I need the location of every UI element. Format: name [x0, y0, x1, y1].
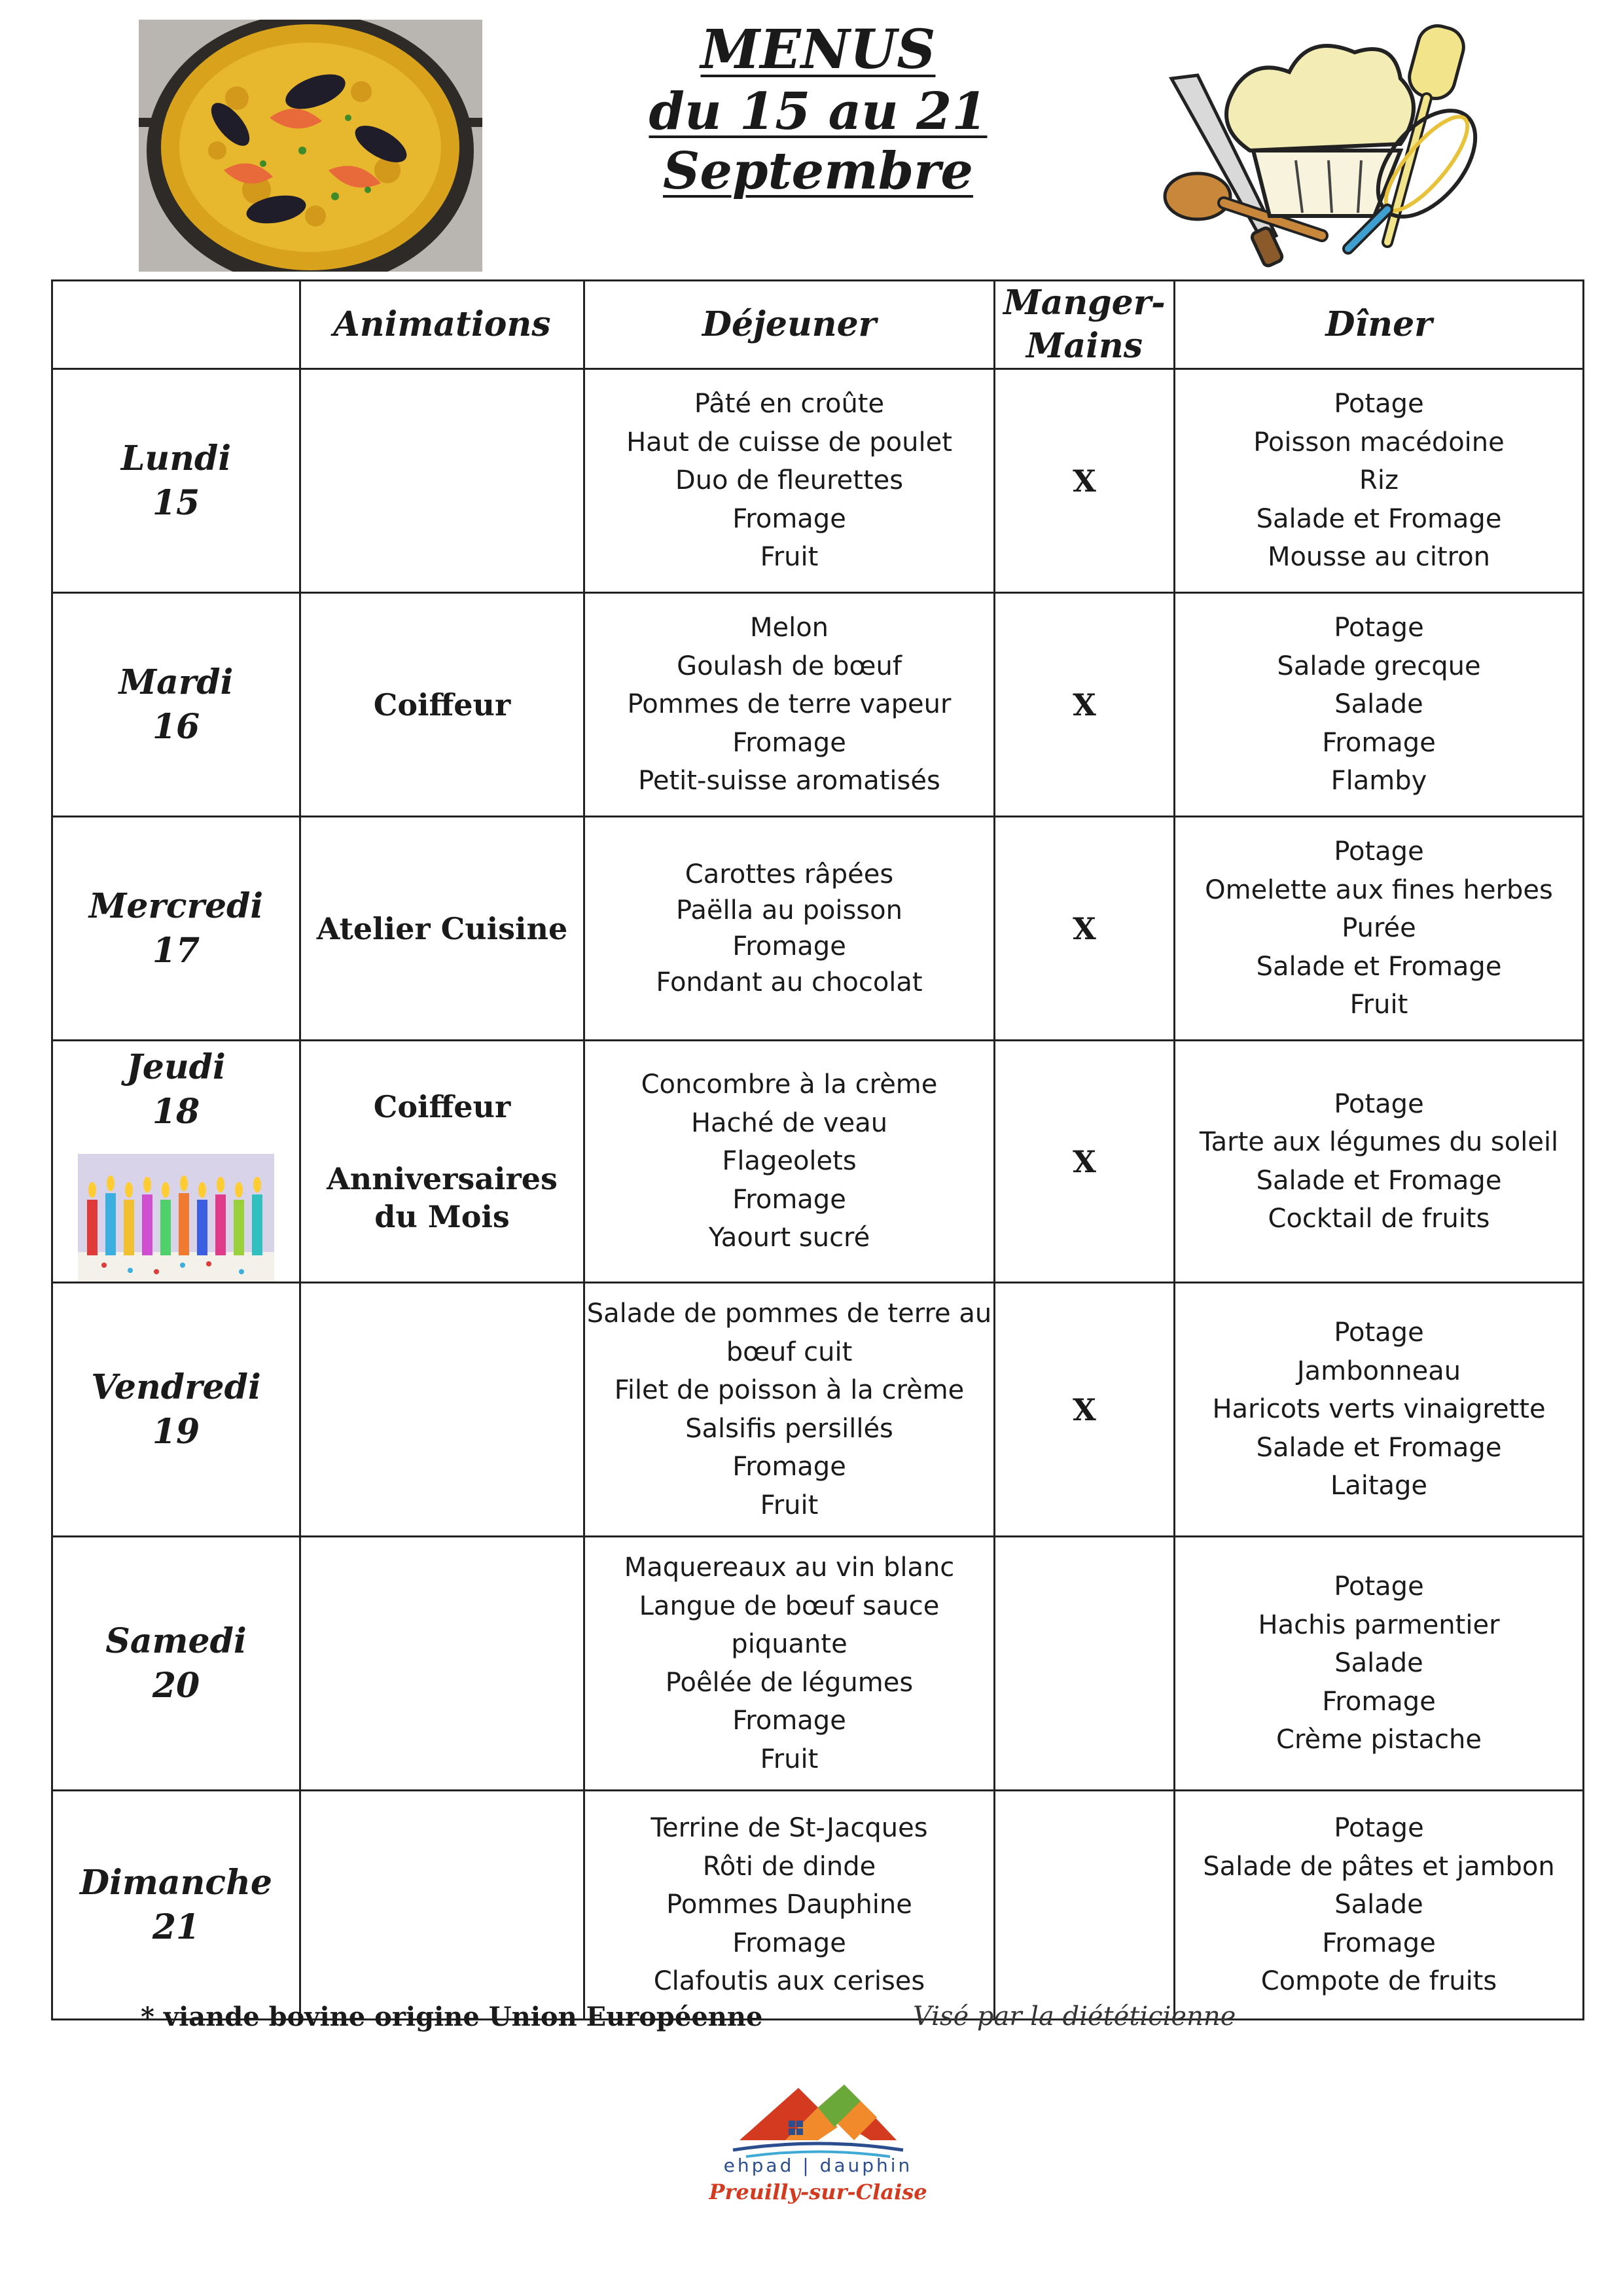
- column-header-dejeuner: Déjeuner: [584, 281, 995, 369]
- table-row: [52, 1041, 1584, 1283]
- day-cell: [52, 1041, 300, 1283]
- day-date: 19: [152, 1411, 200, 1452]
- dish: Potage: [1334, 389, 1424, 420]
- dish: Salade grecque: [1277, 651, 1481, 681]
- manger-mains-mark: X: [995, 1283, 1175, 1537]
- animation-item: Coiffeur: [373, 687, 511, 723]
- diner-cell: [1175, 1041, 1584, 1283]
- dish: Salade et Fromage: [1256, 1432, 1502, 1463]
- dish: Salsifis persillés: [685, 1413, 893, 1444]
- dish: Langue de bœuf sauce: [639, 1590, 940, 1621]
- dish: Potage: [1334, 613, 1424, 643]
- animations-cell: [300, 817, 584, 1041]
- table-header-row: [52, 281, 1584, 369]
- dish: Fromage: [732, 1452, 846, 1482]
- dish: Haché de veau: [690, 1107, 888, 1138]
- dish: Fondant au chocolat: [656, 967, 923, 997]
- dish: bœuf cuit: [726, 1336, 853, 1367]
- column-header-animations: Animations: [300, 281, 584, 369]
- dish: Fromage: [732, 1928, 846, 1958]
- dish: Purée: [1342, 913, 1416, 944]
- table-row: [52, 369, 1584, 593]
- day-name: Mercredi: [88, 886, 264, 926]
- dish: Omelette aux fines herbes: [1205, 874, 1553, 905]
- animation-item: Coiffeur: [373, 1088, 511, 1124]
- dish: Fruit: [760, 1744, 819, 1774]
- dish: Jambonneau: [1296, 1355, 1461, 1386]
- animation-item: [301, 1160, 583, 1236]
- manger-mains-mark: X: [995, 369, 1175, 593]
- dish: Salade: [1334, 1890, 1423, 1920]
- animation-item: Atelier Cuisine: [316, 910, 568, 946]
- diner-cell: [1175, 369, 1584, 593]
- dejeuner-cell: [584, 369, 995, 593]
- weekly-menu-table: [51, 279, 1584, 2020]
- dish: Fruit: [1349, 990, 1408, 1020]
- table-row: [52, 1791, 1584, 2020]
- dish: Yaourt sucré: [708, 1223, 870, 1253]
- dish: Laitage: [1330, 1471, 1428, 1501]
- animations-cell: [300, 1283, 584, 1537]
- dish: Salade et Fromage: [1256, 951, 1502, 982]
- dish: Goulash de bœuf: [677, 651, 902, 681]
- beef-origin-note: * viande bovine origine Union Européenne: [141, 2001, 763, 2032]
- dish: Salade et Fromage: [1256, 503, 1502, 534]
- dish: Salade: [1334, 1648, 1423, 1679]
- dish: Pommes Dauphine: [666, 1890, 912, 1920]
- dish: Potage: [1334, 836, 1424, 867]
- dish: Fromage: [732, 931, 846, 961]
- dish: Fromage: [732, 727, 846, 758]
- dish: Rôti de dinde: [702, 1851, 876, 1882]
- dish: Concombre à la crème: [641, 1069, 938, 1100]
- dejeuner-cell: [584, 1791, 995, 2020]
- dish: Haut de cuisse de poulet: [626, 427, 952, 457]
- dish: Poêlée de légumes: [665, 1667, 914, 1698]
- dish: Salade et Fromage: [1256, 1165, 1502, 1196]
- manger-mains-mark: X: [995, 593, 1175, 817]
- dish: Compote de fruits: [1260, 1966, 1497, 1997]
- animation-spacer: [301, 1126, 583, 1160]
- dish: Duo de fleurettes: [675, 465, 904, 496]
- day-name: Mardi: [118, 662, 234, 702]
- chef-utensils-icon: [1152, 20, 1492, 268]
- dejeuner-cell: [584, 817, 995, 1041]
- dish: Filet de poisson à la crème: [614, 1375, 965, 1405]
- table-row: [52, 593, 1584, 817]
- animations-cell: [300, 369, 584, 593]
- dish: Clafoutis aux cerises: [653, 1966, 925, 1997]
- day-name: Dimanche: [80, 1862, 272, 1903]
- animations-cell: [300, 1791, 584, 2020]
- animations-cell: [300, 1537, 584, 1791]
- dish: Flageolets: [722, 1146, 857, 1177]
- dish: Potage: [1334, 1088, 1424, 1119]
- dish: Salade: [1334, 689, 1423, 720]
- day-cell: [52, 593, 300, 817]
- dejeuner-cell: [584, 593, 995, 817]
- dish: Haricots verts vinaigrette: [1212, 1394, 1546, 1425]
- dish: Flamby: [1330, 766, 1427, 797]
- menu-date-range: du 15 au 21 Septembre: [649, 82, 988, 201]
- diner-cell: [1175, 817, 1584, 1041]
- menu-title: MENUS: [700, 18, 936, 81]
- logo-location: Preuilly-sur-Claise: [709, 2179, 927, 2204]
- dish: Paëlla au poisson: [676, 895, 902, 925]
- manger-mains-mark: [995, 1791, 1175, 2020]
- dish: Carottes râpées: [685, 859, 894, 889]
- dish: Pâté en croûte: [694, 389, 885, 420]
- dejeuner-cell: [584, 1283, 995, 1537]
- day-name: Vendredi: [91, 1367, 261, 1407]
- table-row: [52, 1283, 1584, 1537]
- paella-photo: [139, 20, 482, 272]
- diner-cell: [1175, 1537, 1584, 1791]
- table-row: [52, 1537, 1584, 1791]
- dish: Pommes de terre vapeur: [627, 689, 952, 720]
- day-cell: [52, 1537, 300, 1791]
- dish: Fromage: [732, 1706, 846, 1736]
- dietitian-approval: Visé par la diététicienne: [913, 2001, 1236, 2032]
- dish: Crème pistache: [1276, 1725, 1482, 1755]
- manger-mains-line2: Mains: [1026, 326, 1143, 366]
- day-name: Samedi: [105, 1621, 247, 1661]
- dish: Fromage: [1322, 1928, 1436, 1958]
- column-header-manger-mains: [995, 281, 1175, 369]
- day-cell: [52, 817, 300, 1041]
- corner-cell: [52, 281, 300, 369]
- dish: Terrine de St-Jacques: [651, 1813, 928, 1844]
- dish: Potage: [1334, 1318, 1424, 1348]
- dish: Tarte aux légumes du soleil: [1199, 1127, 1559, 1157]
- manger-mains-line1: Manger-: [1003, 283, 1166, 323]
- dish: Fruit: [760, 1490, 819, 1520]
- dish: Salade de pommes de terre au: [586, 1299, 992, 1329]
- day-cell: [52, 1791, 300, 2020]
- dish: Potage: [1334, 1813, 1424, 1844]
- day-cell: [52, 369, 300, 593]
- day-date: 20: [152, 1665, 200, 1706]
- dish: Salade de pâtes et jambon: [1203, 1851, 1555, 1882]
- diner-cell: [1175, 1283, 1584, 1537]
- dish: Cocktail de fruits: [1268, 1204, 1490, 1234]
- dish: Hachis parmentier: [1258, 1609, 1500, 1640]
- day-date: 18: [152, 1092, 200, 1132]
- dish: Riz: [1359, 465, 1399, 496]
- manger-mains-mark: X: [995, 1041, 1175, 1283]
- dish: Fromage: [732, 1184, 846, 1215]
- day-name: Jeudi: [126, 1047, 226, 1087]
- dish: Mousse au citron: [1267, 542, 1491, 573]
- dish: Fruit: [760, 542, 819, 573]
- dish: Potage: [1334, 1571, 1424, 1602]
- dish: Melon: [749, 613, 829, 643]
- day-date: 15: [152, 482, 200, 523]
- dejeuner-cell: [584, 1041, 995, 1283]
- day-name: Lundi: [120, 438, 232, 478]
- table-row: [52, 817, 1584, 1041]
- manger-mains-mark: X: [995, 817, 1175, 1041]
- dish: Petit-suisse aromatisés: [638, 766, 940, 797]
- dish: Maquereaux au vin blanc: [624, 1552, 955, 1583]
- dish: Fromage: [732, 503, 846, 534]
- dish: Fromage: [1322, 727, 1436, 758]
- day-date: 21: [152, 1907, 200, 1947]
- logo-name: ehpad | dauphin: [723, 2155, 913, 2176]
- dish: piquante: [731, 1629, 847, 1659]
- day-cell: [52, 1283, 300, 1537]
- day-date: 16: [152, 706, 200, 747]
- birthday-candles-image: [78, 1154, 274, 1282]
- animations-cell: [300, 1041, 584, 1283]
- diner-cell: [1175, 1791, 1584, 2020]
- day-date: 17: [152, 930, 200, 971]
- dish: Fromage: [1322, 1686, 1436, 1717]
- dish: Poisson macédoine: [1253, 427, 1505, 457]
- dejeuner-cell: [584, 1537, 995, 1791]
- diner-cell: [1175, 593, 1584, 817]
- column-header-diner: Dîner: [1175, 281, 1584, 369]
- animation-text: Anniversaires du Mois: [327, 1160, 558, 1234]
- animations-cell: [300, 593, 584, 817]
- manger-mains-mark: [995, 1537, 1175, 1791]
